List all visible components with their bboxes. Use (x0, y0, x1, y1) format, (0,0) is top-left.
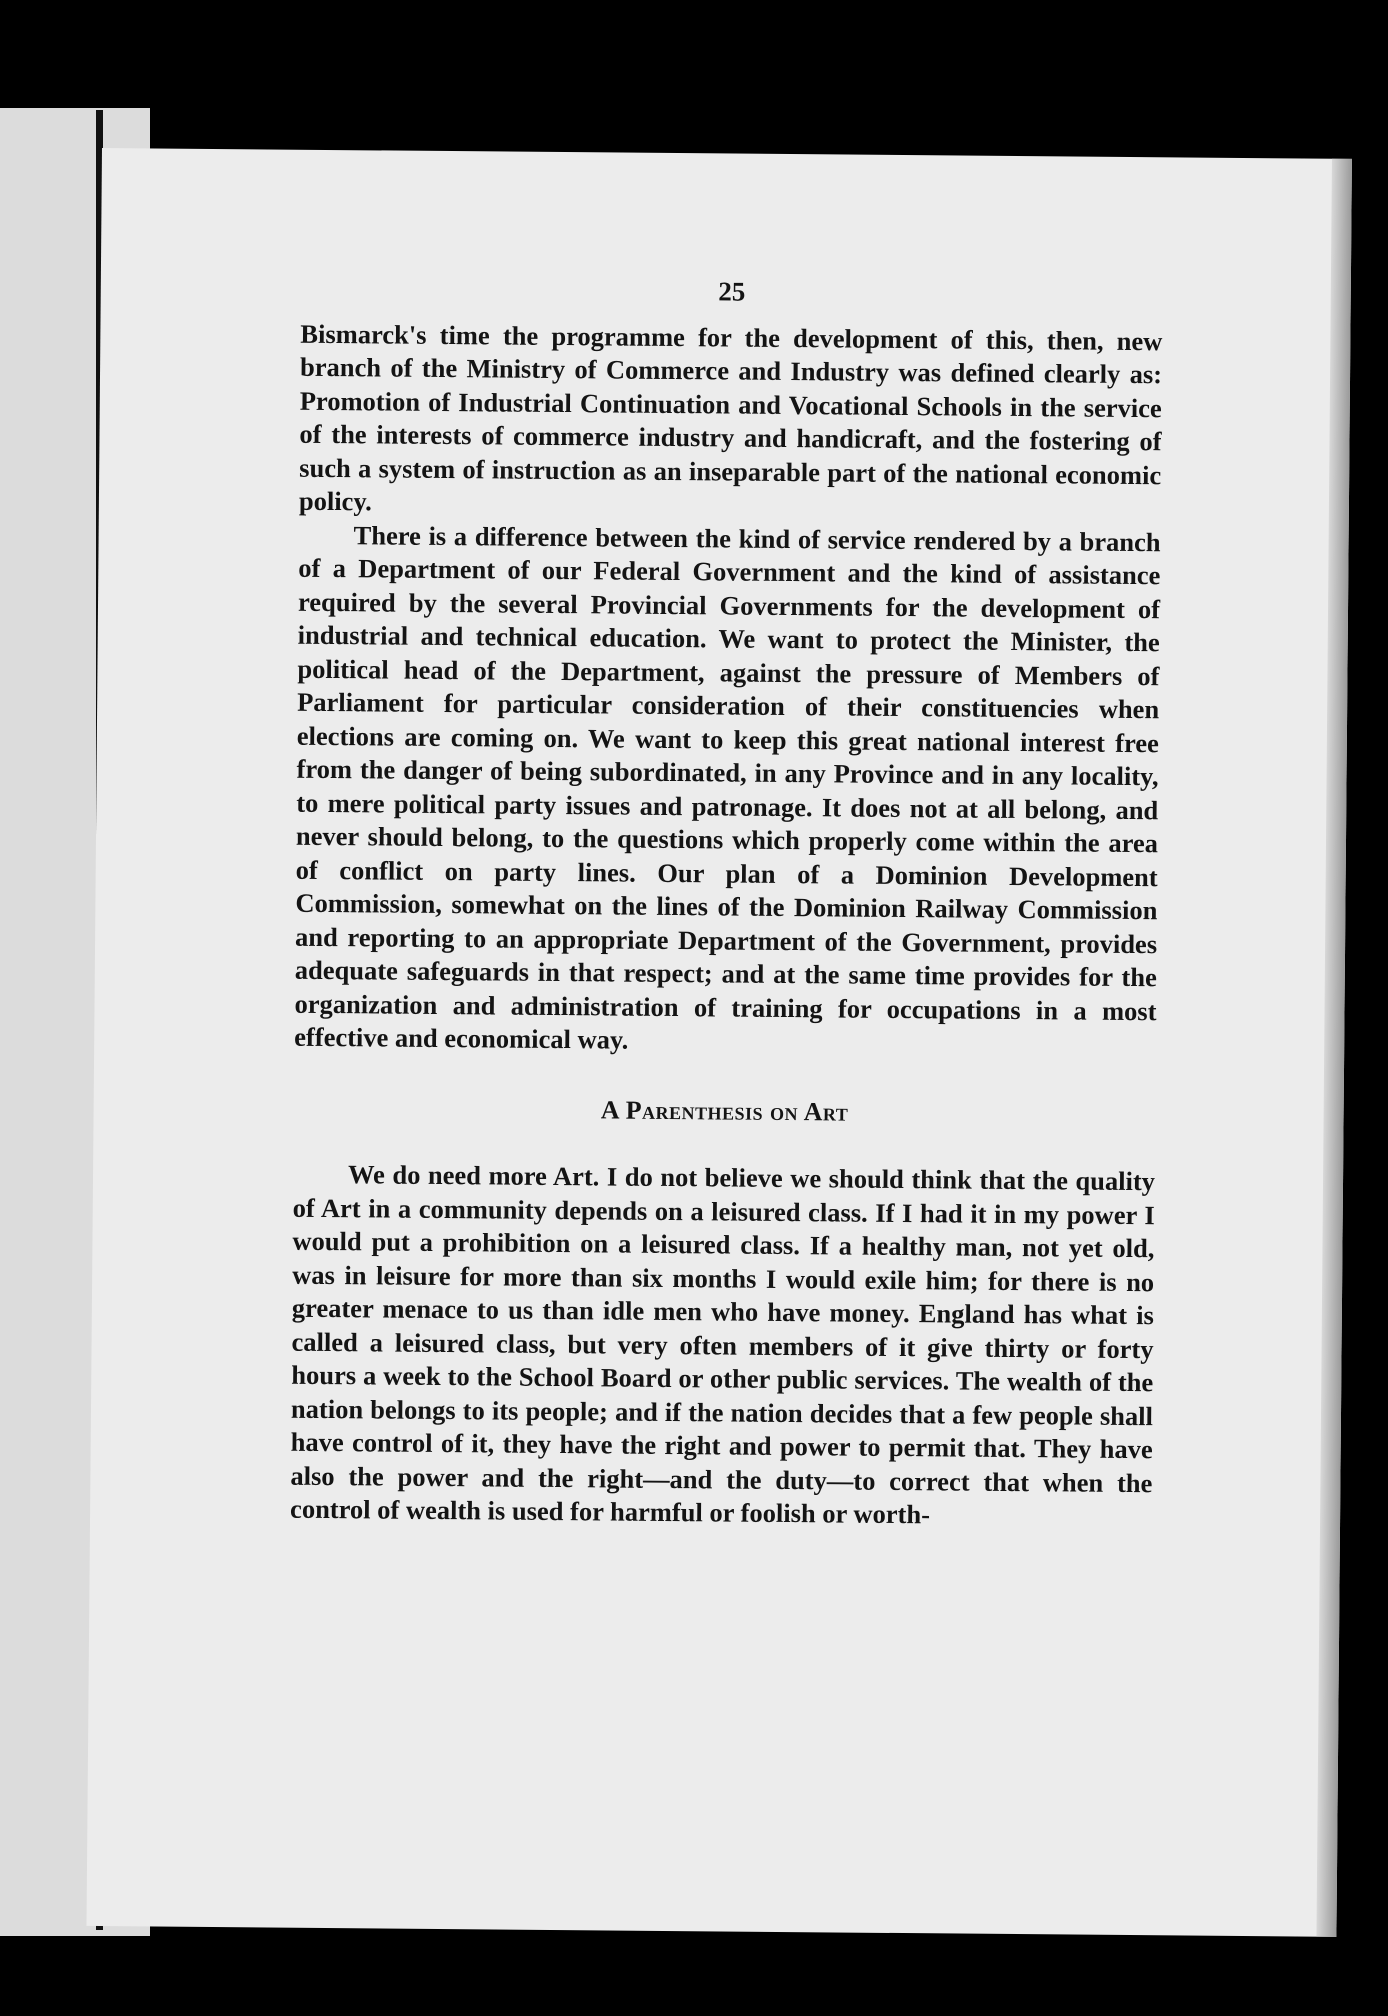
page-number: 25 (718, 276, 746, 307)
section-heading: A Parenthesis on Art (600, 1094, 849, 1127)
paragraph-art: We do need more Art. I do not believe we should think that the quality of Art in a community depends on a leisured class. If I had it in my power I would put a prohibition on a leisured class. If a healthy man, not yet old, was in leisure for more than six months I would exile him; for there is no greater menace to us than idle men who have money. England has what is called a leisured class, but very often members of it give thirty or forty hours a week to the School Board or other public services. The wealth of the nation belongs to its people; and if the nation decides that a few people shall have control of it, they have the right and power to permit that. They have also the power and the right—and the duty—to correct that when the control of wealth is used for harmful or foolish or worth- (290, 1159, 1156, 1530)
paragraph-bismarck: Bismarck's time the programme for the development of this, then, new branch of the Ministry of Commerce and Industry was defined clearly as: Promotion of Industrial Continuation and Vocational Schools in the service of the interests of commerce industry and handicraft, and the fostering of such a system of instruction as an inseparable part of the national economic policy. (298, 318, 1163, 517)
book-page (86, 148, 1351, 1937)
paragraph-federal-government: There is a difference between the kind of service rendered by a branch of a Department of our Federal Government and the kind of assistance required by the several Provincial Governments for the development of industrial and technical education. We want to protect the Minister, the political head of the Department, against the pressure of Members of Parliament for particular consideration of their constituencies when elections are coming on. We want to keep this great national interest free from the danger of being subordinated, in any Province and in any locality, to mere political party issues and patronage. It does not at all belong, and never should belong, to the questions which properly come within the area of conflict on party lines. Our plan of a Dominion Development Commission, somewhat on the lines of the Dominion Railway Commission and reporting to an appropriate Department of the Government, provides adequate safeguards in that respect; and at the same time provides for the organization and administration of training for occupations in a most effective and economical way. (294, 519, 1161, 1055)
page-text-block (290, 272, 1163, 1534)
page-edge-shadow (1316, 159, 1352, 1937)
